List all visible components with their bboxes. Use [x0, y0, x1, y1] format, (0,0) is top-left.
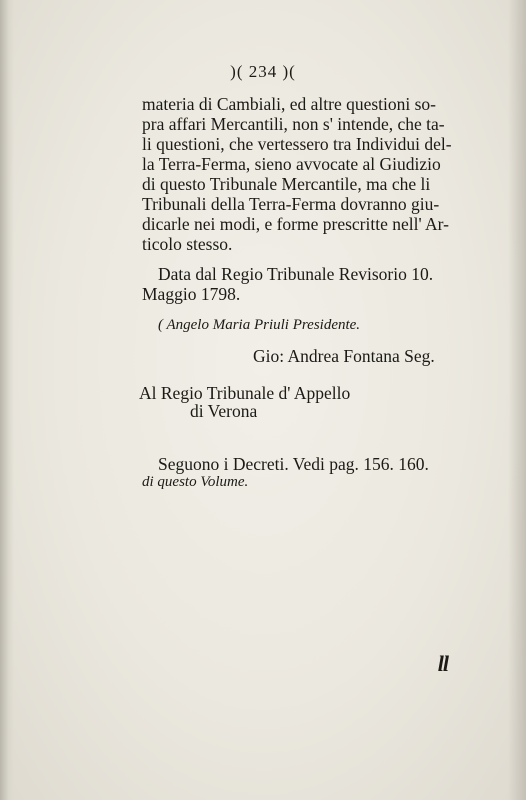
body-line: dicarle nei modi, e forme prescritte nell' Ar- — [142, 214, 449, 234]
decrees-reference: Seguono i Decreti. Vedi pag. 156. 160. — [158, 454, 429, 474]
page-number: )( 234 )( — [230, 62, 296, 81]
body-line: li questioni, che vertessero tra Individui del- — [142, 134, 452, 154]
signature-secretary: Gio: Andrea Fontana Seg. — [253, 346, 435, 366]
body-line: materia di Cambiali, ed altre questioni so- — [142, 94, 437, 114]
page-edge-shadow — [0, 0, 14, 800]
address-line: Al Regio Tribunale d' Appello — [139, 383, 351, 403]
signature-president: ( Angelo Maria Priuli Presidente. — [158, 317, 361, 333]
body-line: di questo Tribunale Mercantile, ma che li — [142, 174, 431, 194]
catchword: ll — [437, 651, 448, 676]
body-line: Tribunali della Terra-Ferma dovranno giu- — [142, 194, 440, 214]
decrees-reference: di questo Volume. — [142, 474, 249, 490]
body-line: pra affari Mercantili, non s' intende, che ta- — [142, 114, 445, 134]
address-line: di Verona — [190, 401, 258, 421]
body-line: ticolo stesso. — [142, 234, 233, 254]
page-edge-shadow — [508, 0, 526, 800]
body-line: la Terra-Ferma, sieno avvocate al Giudizio — [142, 154, 441, 174]
date-line: Data dal Regio Tribunale Revisorio 10. — [158, 264, 434, 284]
date-line: Maggio 1798. — [142, 284, 241, 304]
